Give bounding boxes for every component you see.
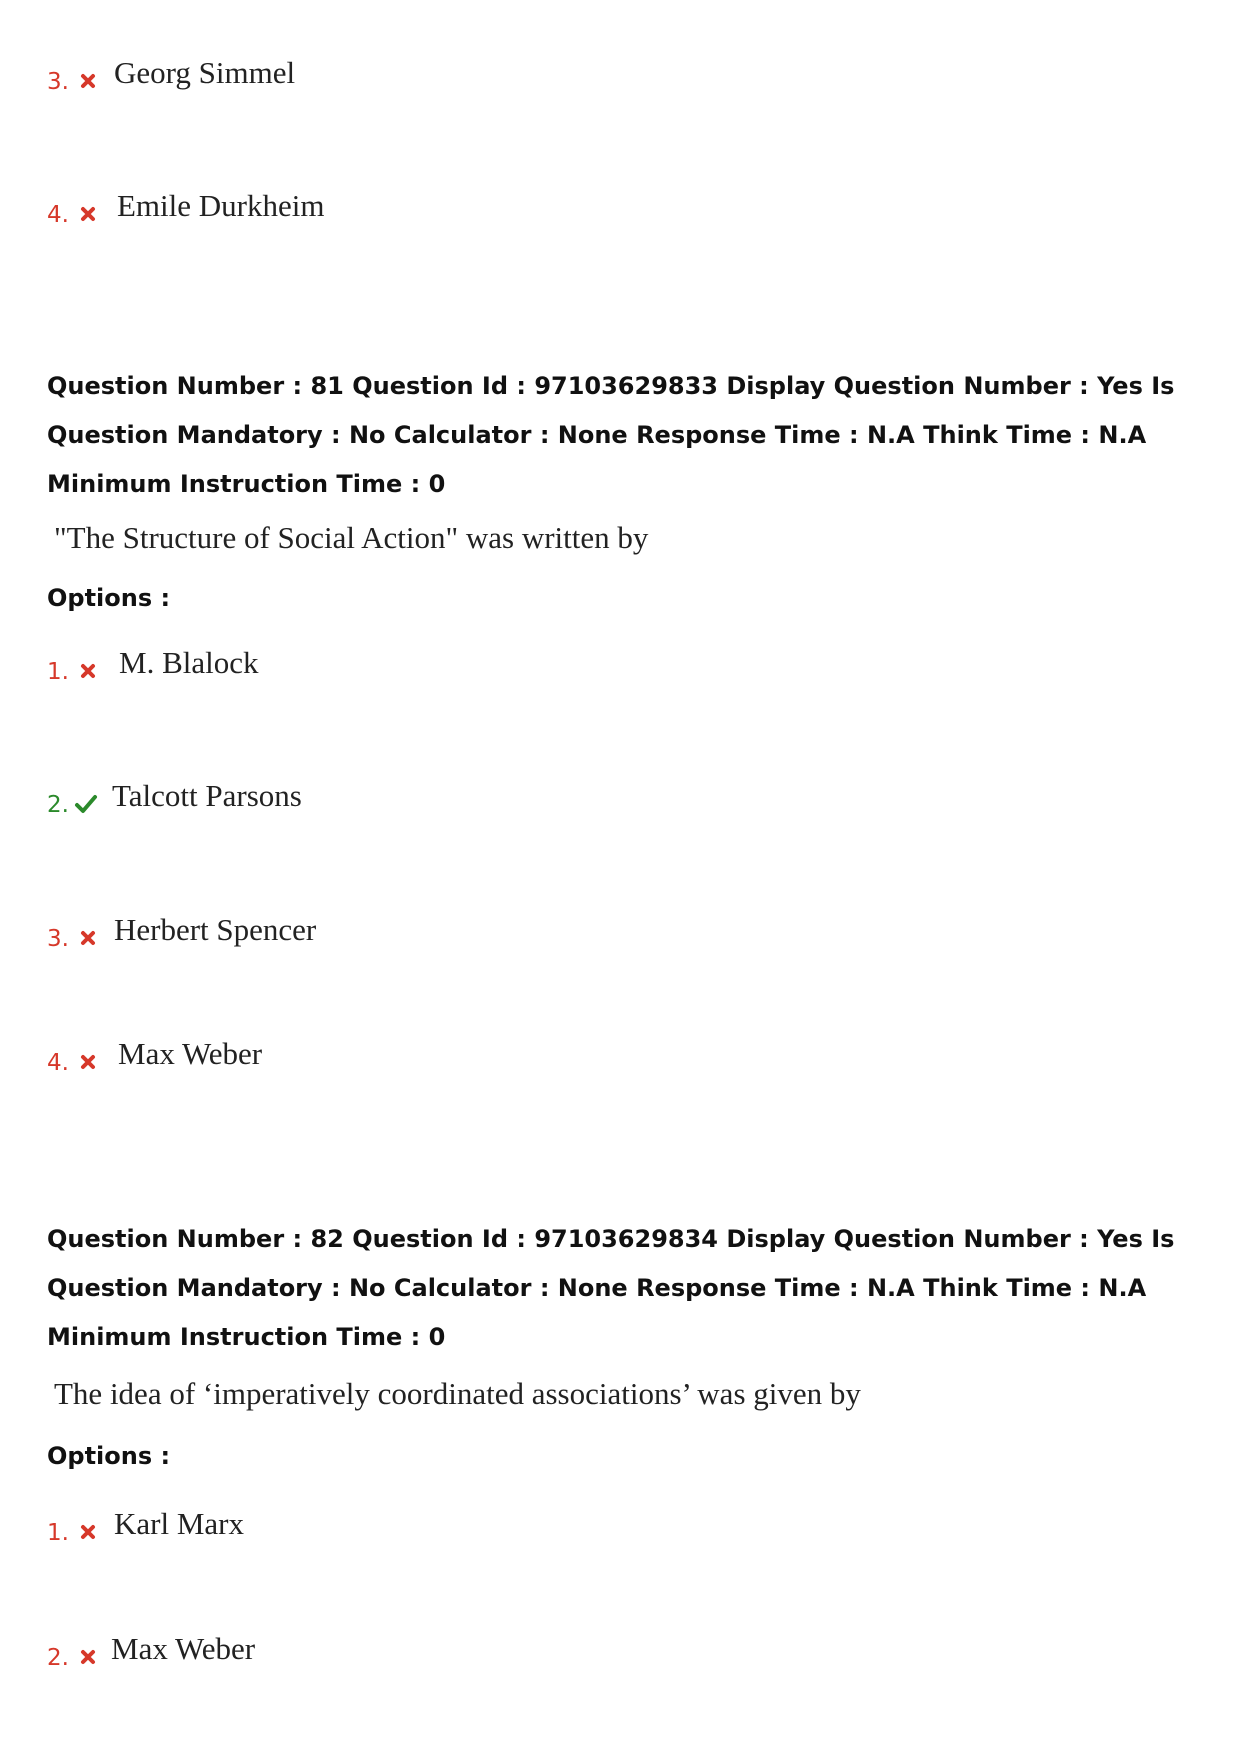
question-81-text: "The Structure of Social Action" was written by: [54, 520, 649, 555]
option-text: Georg Simmel: [114, 55, 296, 90]
option-number: 4.: [47, 1050, 69, 1076]
question-81-options-label: Options :: [47, 584, 171, 612]
option-text: Max Weber: [118, 1036, 263, 1071]
cross-icon: [78, 204, 98, 224]
cross-icon: [78, 1647, 98, 1667]
option-text: Herbert Spencer: [114, 912, 317, 947]
question-82-text: The idea of ‘imperatively coordinated associations’ was given by: [54, 1376, 861, 1411]
cross-icon: [78, 661, 98, 681]
option-number: 3.: [47, 926, 69, 952]
option-text: Max Weber: [111, 1631, 256, 1666]
option-number: 2.: [47, 1645, 69, 1671]
cross-icon: [78, 1052, 98, 1072]
cross-icon: [78, 71, 98, 91]
option-number: 3.: [47, 69, 69, 95]
option-text: M. Blalock: [119, 645, 259, 680]
option-number: 1.: [47, 659, 69, 685]
option-text: Karl Marx: [114, 1506, 244, 1541]
question-82-meta: Question Number : 82 Question Id : 97103629834 Display Question Number : Yes Is Question Mandatory : No Calculator : None Response Time : N.A Think Time : N.A Minimum Instruction Time : 0: [47, 1225, 1175, 1351]
option-number: 1.: [47, 1520, 69, 1546]
option-number: 4.: [47, 202, 69, 228]
question-82-options-label: Options :: [47, 1442, 171, 1470]
option-text: Talcott Parsons: [112, 778, 302, 813]
option-text: Emile Durkheim: [117, 188, 325, 223]
option-number: 2.: [47, 792, 69, 818]
cross-icon: [78, 1522, 98, 1542]
check-icon: [74, 793, 98, 815]
question-81-meta: Question Number : 81 Question Id : 97103629833 Display Question Number : Yes Is Question Mandatory : No Calculator : None Response Time : N.A Think Time : N.A Minimum Instruction Time : 0: [47, 372, 1175, 498]
cross-icon: [78, 928, 98, 948]
